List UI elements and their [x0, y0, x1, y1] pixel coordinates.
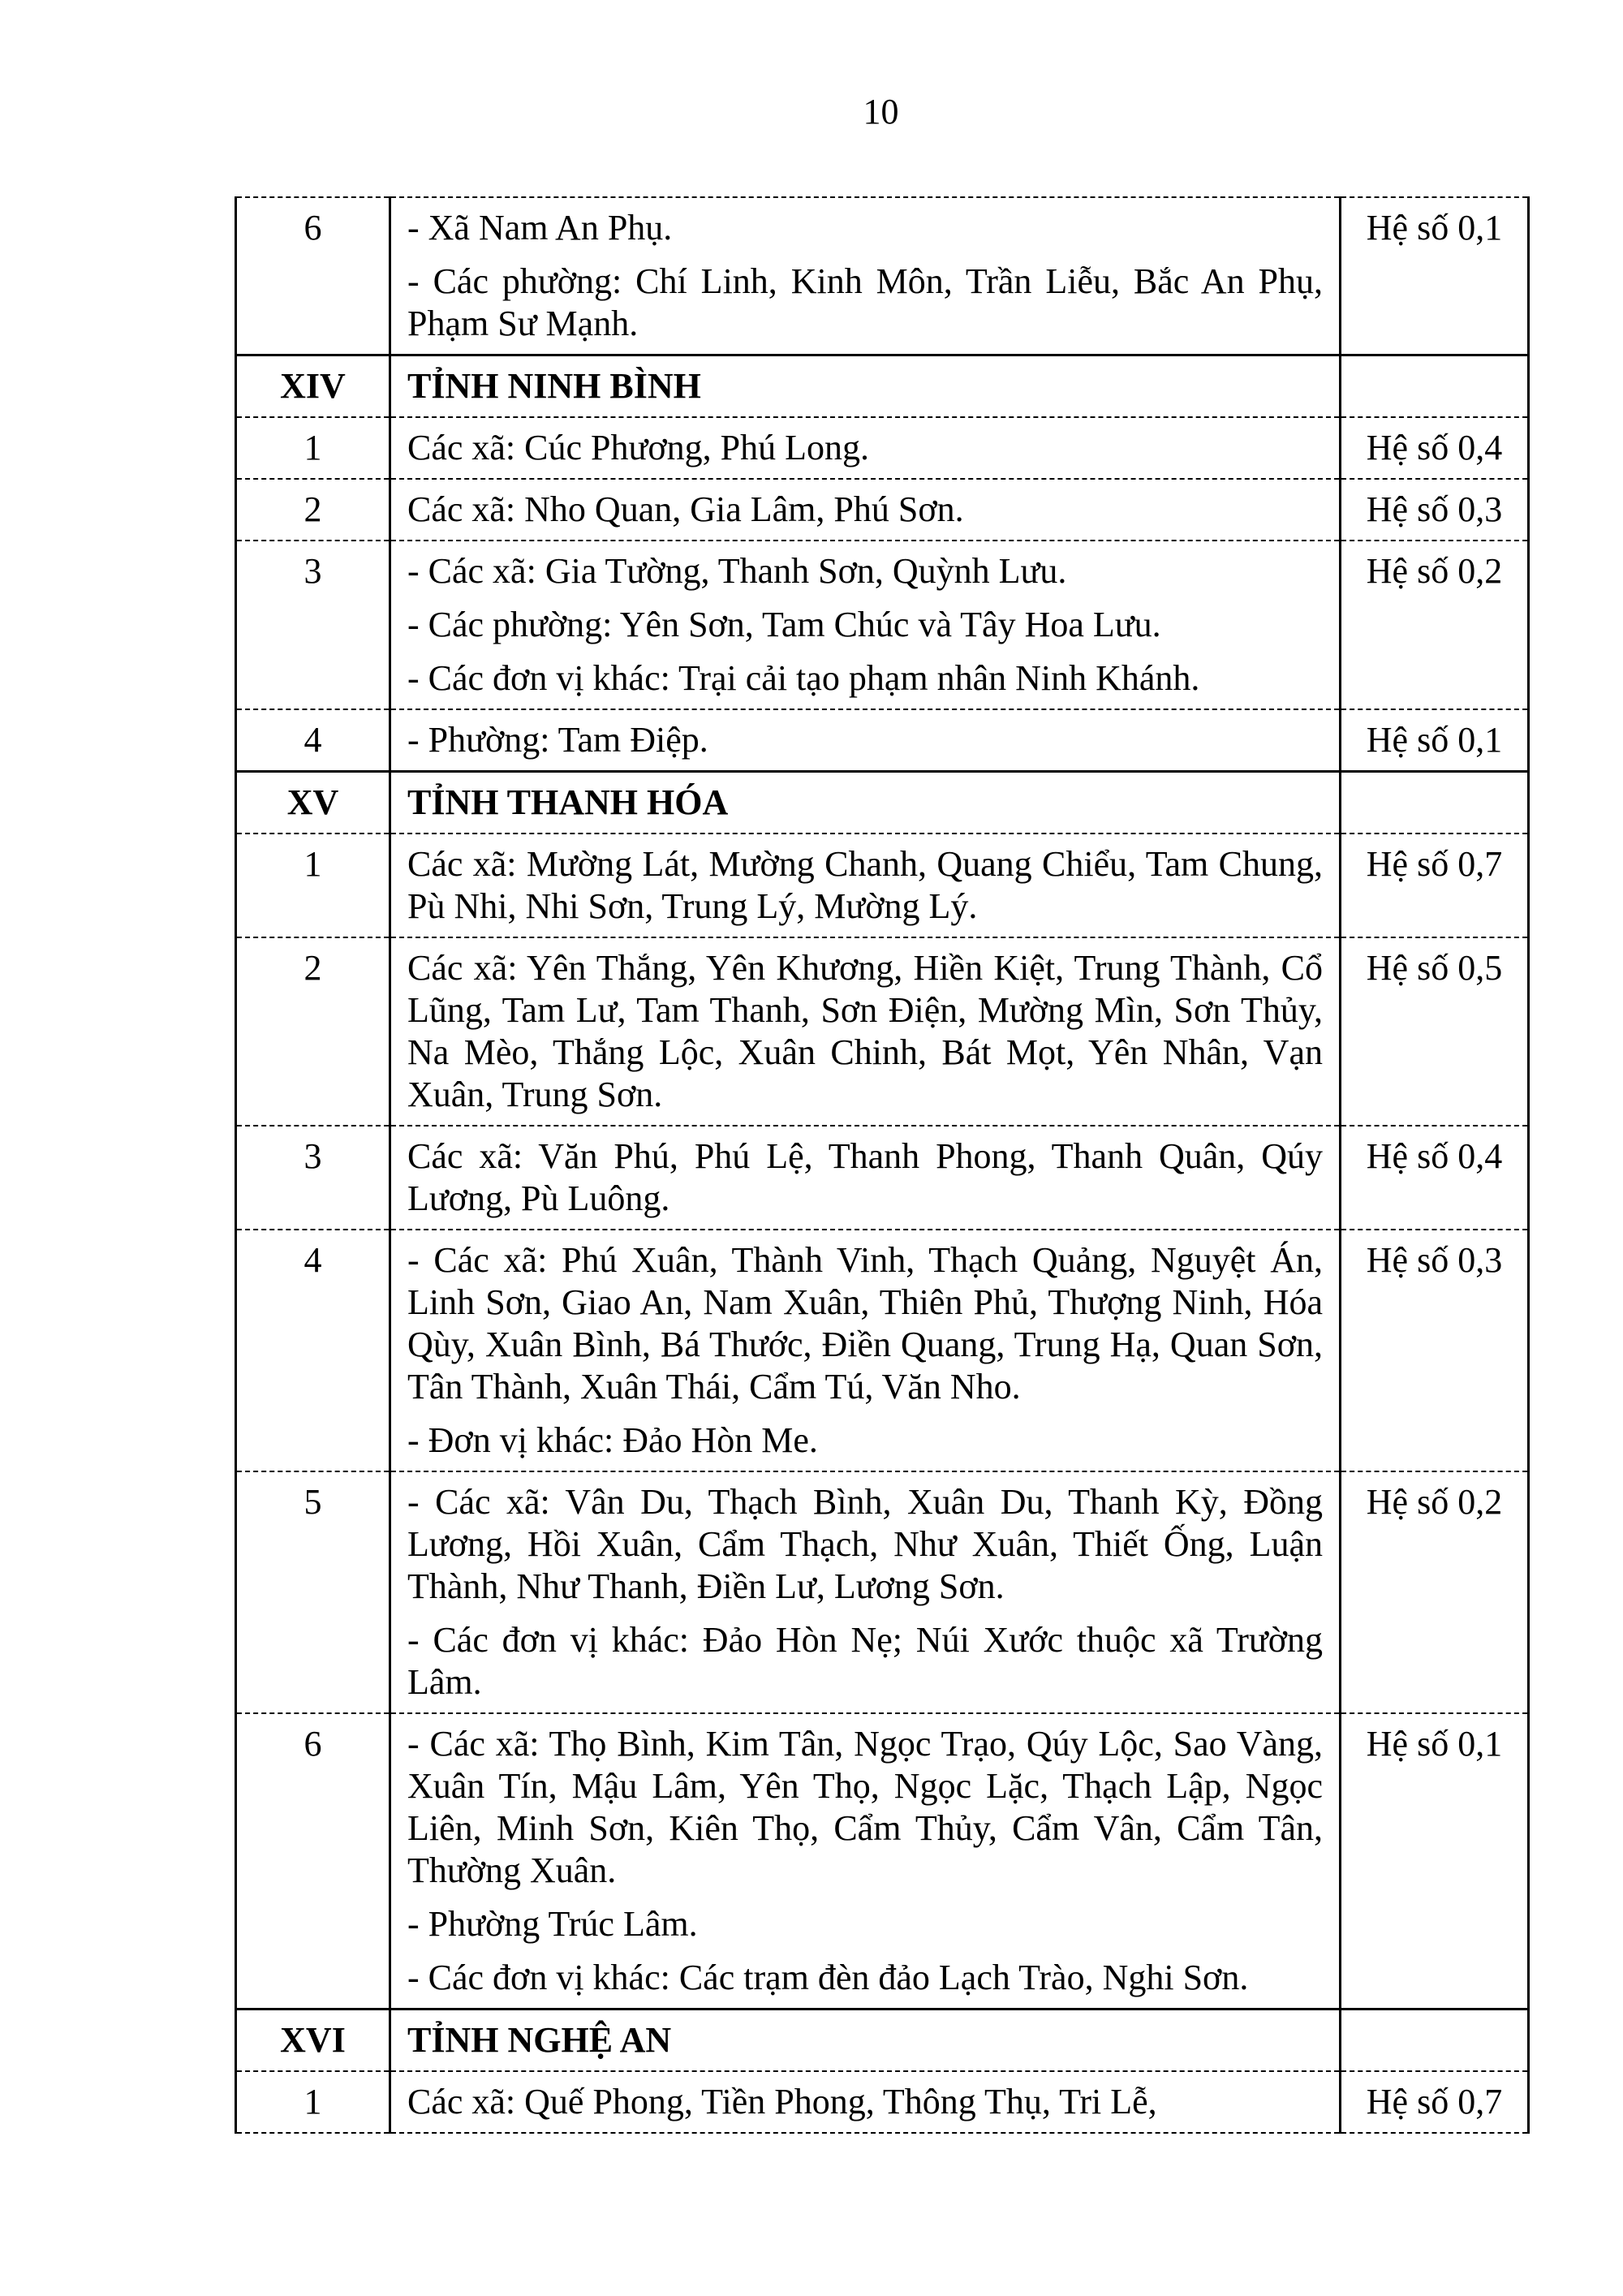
description-paragraph: Các xã: Mường Lát, Mường Chanh, Quang Chiểu, Tam Chung, Pù Nhi, Nhi Sơn, Trung Lý, Mường Lý.	[407, 844, 1323, 926]
row-description-cell	[390, 2071, 1341, 2133]
row-description-cell	[390, 937, 1341, 1126]
description-paragraph: Các xã: Cúc Phương, Phú Long.	[407, 428, 869, 467]
row-description-cell	[390, 1713, 1341, 2010]
row-index-cell: 3	[236, 541, 390, 709]
province-title-cell: TỈNH NINH BÌNH	[390, 355, 1341, 418]
row-index-cell: XV	[236, 772, 390, 834]
description-paragraph: - Các đơn vị khác: Trại cải tạo phạm nhân Ninh Khánh.	[407, 658, 1200, 698]
coefficient-table	[235, 196, 1530, 2134]
table-row	[236, 709, 1529, 772]
row-description-cell	[390, 197, 1341, 355]
description-paragraph: Các xã: Quế Phong, Tiền Phong, Thông Thụ, Tri Lễ,	[407, 2082, 1157, 2122]
row-index-cell: 4	[236, 709, 390, 772]
page-number: 10	[863, 92, 899, 131]
row-coefficient-cell	[1341, 355, 1529, 418]
table-row	[236, 937, 1529, 1126]
table-body	[236, 197, 1529, 2133]
description-paragraph: - Các phường: Chí Linh, Kinh Môn, Trần Liễu, Bắc An Phụ, Phạm Sư Mạnh.	[407, 261, 1323, 343]
description-paragraph: - Các đơn vị khác: Đảo Hòn Nẹ; Núi Xước thuộc xã Trường Lâm.	[407, 1620, 1323, 1702]
province-header-row	[236, 355, 1529, 418]
row-coefficient-cell: Hệ số 0,1	[1341, 1713, 1529, 2010]
row-description-cell	[390, 1126, 1341, 1230]
table-row	[236, 1713, 1529, 2010]
row-description-cell	[390, 479, 1341, 541]
province-header-row	[236, 2010, 1529, 2072]
province-title-cell: TỈNH NGHỆ AN	[390, 2010, 1341, 2072]
row-index-cell: 1	[236, 417, 390, 479]
row-coefficient-cell: Hệ số 0,1	[1341, 197, 1529, 355]
row-index-cell: 6	[236, 1713, 390, 2010]
row-coefficient-cell: Hệ số 0,3	[1341, 1230, 1529, 1471]
description-paragraph: Các xã: Văn Phú, Phú Lệ, Thanh Phong, Thanh Quân, Qúy Lương, Pù Luông.	[407, 1136, 1323, 1218]
description-paragraph: - Các xã: Phú Xuân, Thành Vinh, Thạch Quảng, Nguyệt Án, Linh Sơn, Giao An, Nam Xuân, Thiên Phủ, Thượng Ninh, Hóa Qùy, Xuân Bình, Bá Thước, Điền Quang, Trung Hạ, Quan Sơn, Tân Thành, Xuân Thái, Cẩm Tú, Văn Nho.	[407, 1240, 1323, 1406]
table-row	[236, 1126, 1529, 1230]
table-row	[236, 197, 1529, 355]
row-index-cell: XVI	[236, 2010, 390, 2072]
table-row	[236, 417, 1529, 479]
row-index-cell: 2	[236, 937, 390, 1126]
row-coefficient-cell	[1341, 2010, 1529, 2072]
description-paragraph: - Các xã: Gia Tường, Thanh Sơn, Quỳnh Lưu.	[407, 551, 1067, 591]
row-coefficient-cell: Hệ số 0,4	[1341, 417, 1529, 479]
row-coefficient-cell: Hệ số 0,2	[1341, 541, 1529, 709]
table-row	[236, 479, 1529, 541]
row-coefficient-cell: Hệ số 0,7	[1341, 2071, 1529, 2133]
row-index-cell: 3	[236, 1126, 390, 1230]
table-row	[236, 2071, 1529, 2133]
description-paragraph: - Các xã: Vân Du, Thạch Bình, Xuân Du, Thanh Kỳ, Đồng Lương, Hồi Xuân, Cẩm Thạch, Như Xuân, Thiết Ống, Luận Thành, Như Thanh, Điền Lư, Lương Sơn.	[407, 1482, 1323, 1606]
table-row	[236, 834, 1529, 937]
province-title-cell: TỈNH THANH HÓA	[390, 772, 1341, 834]
description-paragraph: - Các phường: Yên Sơn, Tam Chúc và Tây Hoa Lưu.	[407, 605, 1161, 644]
row-index-cell: 1	[236, 834, 390, 937]
row-description-cell	[390, 417, 1341, 479]
description-paragraph: - Xã Nam An Phụ.	[407, 208, 673, 248]
row-coefficient-cell: Hệ số 0,1	[1341, 709, 1529, 772]
row-coefficient-cell: Hệ số 0,2	[1341, 1471, 1529, 1713]
table-row	[236, 1230, 1529, 1471]
description-paragraph: Các xã: Yên Thắng, Yên Khương, Hiền Kiệt, Trung Thành, Cổ Lũng, Tam Lư, Tam Thanh, Sơn Điện, Mường Mìn, Sơn Thủy, Na Mèo, Thắng Lộc, Xuân Chinh, Bát Mọt, Yên Nhân, Vạn Xuân, Trung Sơn.	[407, 948, 1323, 1114]
row-description-cell	[390, 834, 1341, 937]
row-index-cell: 2	[236, 479, 390, 541]
description-paragraph: - Đơn vị khác: Đảo Hòn Me.	[407, 1420, 818, 1460]
row-description-cell	[390, 541, 1341, 709]
row-index-cell: XIV	[236, 355, 390, 418]
description-paragraph: - Các xã: Thọ Bình, Kim Tân, Ngọc Trạo, Qúy Lộc, Sao Vàng, Xuân Tín, Mậu Lâm, Yên Thọ, Ngọc Lặc, Thạch Lập, Ngọc Liên, Minh Sơn, Kiên Thọ, Cẩm Thủy, Cẩm Vân, Cẩm Tân, Thường Xuân.	[407, 1724, 1323, 1890]
row-index-cell: 1	[236, 2071, 390, 2133]
description-paragraph: Các xã: Nho Quan, Gia Lâm, Phú Sơn.	[407, 489, 964, 529]
row-coefficient-cell: Hệ số 0,3	[1341, 479, 1529, 541]
row-index-cell: 6	[236, 197, 390, 355]
row-index-cell: 4	[236, 1230, 390, 1471]
table-row	[236, 541, 1529, 709]
table-row	[236, 1471, 1529, 1713]
description-paragraph: - Phường Trúc Lâm.	[407, 1904, 698, 1944]
row-coefficient-cell	[1341, 772, 1529, 834]
row-description-cell	[390, 1230, 1341, 1471]
description-paragraph: - Các đơn vị khác: Các trạm đèn đảo Lạch Trào, Nghi Sơn.	[407, 1958, 1249, 1997]
row-description-cell	[390, 709, 1341, 772]
row-index-cell: 5	[236, 1471, 390, 1713]
row-description-cell	[390, 1471, 1341, 1713]
description-paragraph: - Phường: Tam Điệp.	[407, 720, 708, 760]
row-coefficient-cell: Hệ số 0,4	[1341, 1126, 1529, 1230]
row-coefficient-cell: Hệ số 0,7	[1341, 834, 1529, 937]
province-header-row	[236, 772, 1529, 834]
row-coefficient-cell: Hệ số 0,5	[1341, 937, 1529, 1126]
